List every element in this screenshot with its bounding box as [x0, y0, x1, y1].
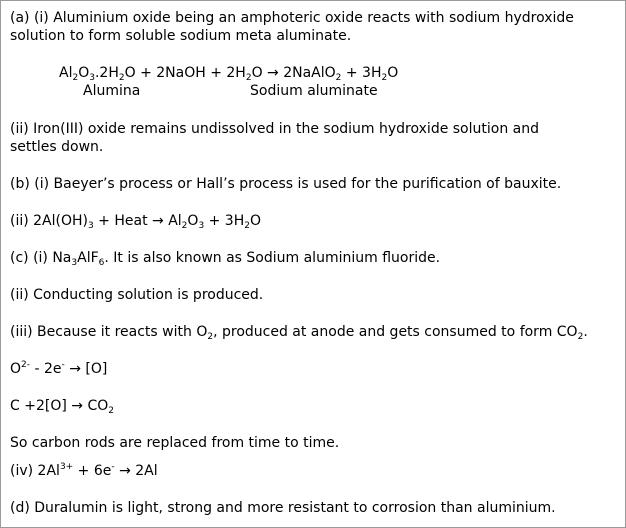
- text-segment: (c) (i) Na: [10, 250, 72, 266]
- text-segment: (a) (i) Aluminium oxide being an amphoteric oxide reacts with sodium hydroxide: [10, 10, 574, 26]
- text-line-c3-note: [10, 434, 339, 453]
- text-segment: O + 2NaOH + 2H: [124, 65, 246, 81]
- text-segment: Sodium aluminate: [250, 83, 378, 99]
- text-segment: (iv) 2Al: [10, 463, 60, 479]
- text-segment: O → 2NaAlO: [251, 65, 336, 81]
- text-segment: 3: [71, 258, 78, 268]
- text-segment: (d) Duralumin is light, strong and more resistant to corrosion than aluminium.: [10, 500, 556, 516]
- text-line-c1: [10, 249, 440, 268]
- text-segment: 2: [245, 73, 252, 83]
- text-segment: (b) (i) Baeyer’s process or Hall’s process is used for the purification of bauxite.: [10, 176, 562, 192]
- text-line-c3-eq1: [10, 360, 107, 379]
- text-segment: 3: [89, 73, 95, 83]
- text-segment: -: [111, 462, 115, 472]
- text-line-c4: [10, 462, 158, 481]
- text-segment: 2: [244, 221, 250, 231]
- text-segment: 2: [335, 73, 342, 83]
- text-segment: . It is also known as Sodium aluminium fluoride.: [104, 250, 441, 266]
- text-segment: C +2[O] → CO: [10, 398, 109, 414]
- text-segment: (ii) Iron(III) oxide remains undissolved in the sodium hydroxide solution and: [10, 121, 539, 137]
- text-segment: , produced at anode and gets consumed to form CO: [213, 324, 578, 340]
- text-line-a2-l1: [10, 120, 539, 139]
- text-segment: .: [583, 324, 588, 340]
- text-segment: - 2e: [30, 361, 62, 377]
- text-line-a1-l2: [10, 27, 351, 46]
- text-segment: 2: [118, 73, 125, 83]
- text-segment: 2: [207, 332, 214, 342]
- text-segment: O: [387, 65, 399, 81]
- text-segment: O: [10, 361, 22, 377]
- text-segment: Alumina: [83, 83, 141, 99]
- text-segment: solution to form soluble sodium meta aluminate.: [10, 28, 352, 44]
- text-segment: 2: [381, 73, 388, 83]
- text-segment: (ii) 2Al(OH): [10, 213, 88, 229]
- text-segment: O: [187, 213, 199, 229]
- text-segment: 2: [577, 332, 584, 342]
- text-segment: + 3H: [341, 65, 382, 81]
- text-segment: 2: [72, 73, 79, 83]
- text-segment: 3: [88, 221, 94, 231]
- text-segment: (iii) Because it reacts with O: [10, 324, 208, 340]
- text-line-c3-eq2: [10, 397, 114, 416]
- text-segment: → 2Al: [114, 463, 158, 479]
- text-line-eq1-label-alumina: [83, 82, 140, 101]
- text-segment: Al: [59, 65, 73, 81]
- text-segment: AlF: [77, 250, 99, 266]
- text-segment: 2: [108, 406, 114, 416]
- text-line-a1-l1: [10, 9, 574, 28]
- text-segment: + 3H: [204, 213, 245, 229]
- text-line-c2: [10, 286, 263, 305]
- text-line-c3: [10, 323, 588, 342]
- text-line-eq1-label-aluminate: [250, 82, 378, 101]
- text-segment: 2-: [21, 360, 31, 370]
- text-line-b1: [10, 175, 561, 194]
- text-line-d: [10, 499, 556, 518]
- text-segment: So carbon rods are replaced from time to time.: [10, 435, 340, 451]
- text-segment: + 6e: [73, 463, 112, 479]
- text-segment: 2: [181, 221, 188, 231]
- text-segment: (ii) Conducting solution is produced.: [10, 287, 264, 303]
- text-segment: 3: [198, 221, 205, 231]
- text-line-b2: [10, 212, 261, 231]
- text-segment: 3+: [59, 462, 74, 472]
- text-segment: → [O]: [64, 361, 108, 377]
- text-segment: settles down.: [10, 139, 104, 155]
- text-segment: O: [249, 213, 262, 229]
- text-segment: .2H: [94, 65, 119, 81]
- text-line-a2-l2: [10, 138, 103, 157]
- text-segment: + Heat → Al: [93, 213, 182, 229]
- text-line-eq1: [59, 64, 398, 83]
- text-segment: 6: [98, 258, 105, 268]
- text-segment: -: [61, 360, 65, 370]
- text-segment: O: [78, 65, 90, 81]
